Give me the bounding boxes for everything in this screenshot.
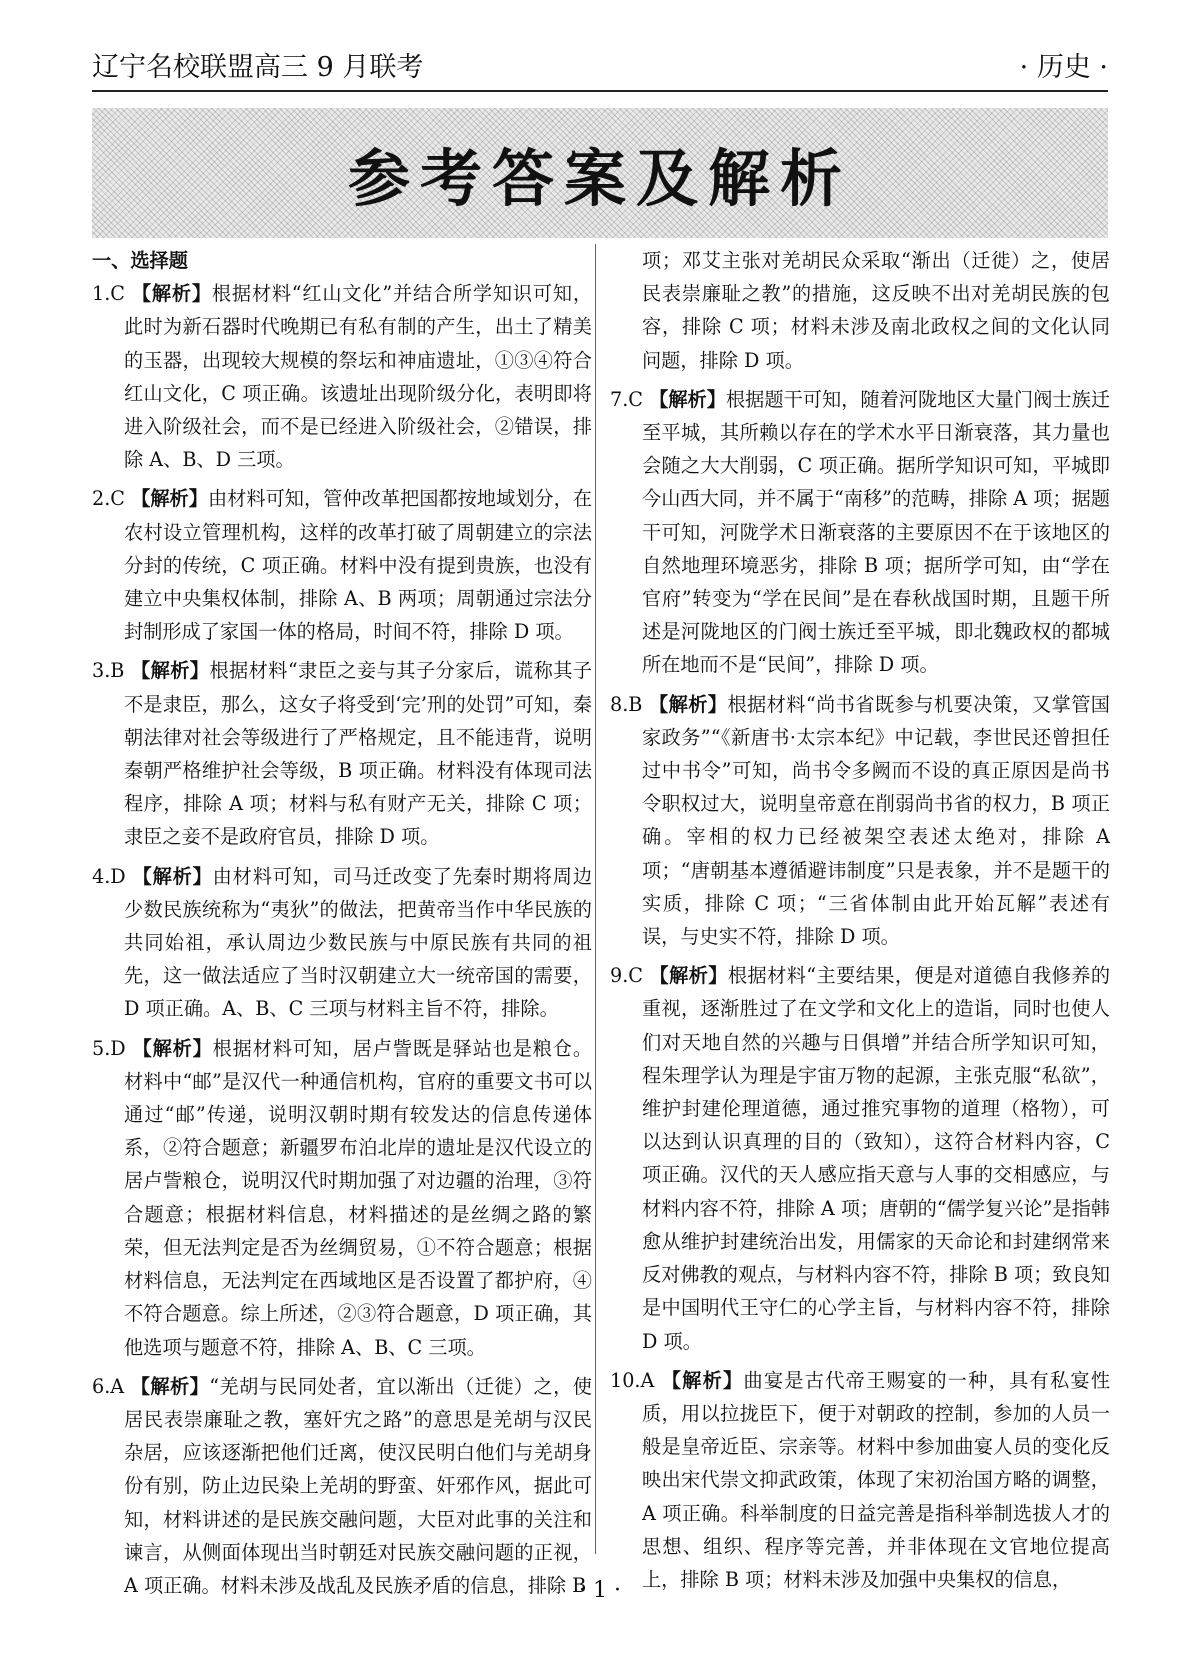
left-column xyxy=(92,244,592,1608)
answer-number: 6.A xyxy=(92,1374,125,1398)
answer-text: 根据材料可知，居卢訾既是驿站也是粮仓。材料中“邮”是汉代一种通信机构，官府的重要文书可以通过“邮”传递，说明汉朝时期有较发达的信息传递体系，②符合题意；新疆罗布泊北岸的遗址是汉代设立的居卢訾粮仓，说明汉代时期加强了对边疆的治理，③符合题意；根据材料信息，材料描述的是丝绸之路的繁荣，但无法判定是否为丝绸贸易，①不符合题意；根据材料信息，无法判定在西域地区是否设置了都护府，④不符合题意。综上所述，②③符合题意，D 项正确，其他选项与题意不符，排除 A、B、C 三项。 xyxy=(124,1036,593,1359)
answer-item-7 xyxy=(610,383,1110,682)
analysis-tag: 【解析】 xyxy=(132,864,213,888)
answer-number: 5.D xyxy=(92,1036,126,1060)
answer-text: “羌胡与民同处者，宜以渐出（迁徙）之，使居民表崇廉耻之教，塞奸宄之路”的意思是羌胡与汉民杂居，应该逐渐把他们迁离，使汉民明白他们与羌胡身份有别，防止边民染上羌胡的野蛮、奸邪作风，据此可知，材料讲述的是民族交融问题，大臣对此事的关注和谏言，从侧面体现出当时朝廷对民族交融问题的正视，A 项正确。材料未涉及战乱及民族矛盾的信息，排除 B xyxy=(124,1374,592,1597)
answer-text: 根据材料“主要结果，便是对道德自我修养的重视，逐渐胜过了在文学和文化上的造诣，同时也使人们对天地自然的兴趣与日俱增”并结合所学知识可知，程朱理学认为理是宇宙万物的起源，主张克服“私欲”，维护封建伦理道德，通过推究事物的道理（格物），可以达到认识真理的目的（致知），这符合材料内容，C 项正确。汉代的天人感应指天意与人事的交相感应，与材料内容不符，排除 A 项；唐朝的“儒学复兴论”是指韩愈从维护封建统治出发，用儒家的天命论和封建纲常来反对佛教的观点，与材料内容不符，排除 B 项；致良知是中国明代王守仁的心学主旨，与材料内容不符，排除 D 项。 xyxy=(642,964,1111,1353)
analysis-tag: 【解析】 xyxy=(649,964,728,988)
answer-number: 10.A xyxy=(610,1368,655,1392)
column-divider xyxy=(595,244,596,1554)
answer-item-6-continued: 项；邓艾主张对羌胡民众采取“渐出（迁徙）之，使居民表崇廉耻之教”的措施，这反映不出对羌胡民族的包容，排除 C 项；材料未涉及南北政权之间的文化认同问题，排除 D 项。 xyxy=(642,249,1110,372)
title-banner xyxy=(92,108,1108,238)
exam-title: 辽宁名校联盟高三 9 月联考 xyxy=(92,52,424,83)
answer-item-2 xyxy=(92,482,592,648)
answer-number: 7.C xyxy=(610,387,643,411)
analysis-tag: 【解析】 xyxy=(648,692,728,716)
answer-item-6 xyxy=(92,1370,592,1602)
answer-number: 1.C xyxy=(92,282,125,306)
answer-text: 根据材料“隶臣之妾与其子分家后，谎称其子不是隶臣，那么，这女子将受到‘完’刑的处罚”可知，秦朝法律对社会等级进行了严格规定，且不能违背，说明秦朝严格维护社会等级，B 项正确。材料没有体现司法程序，排除 A 项；材料与私有财产无关，排除 C 项；隶臣之妾不是政府官员，排除 D 项。 xyxy=(124,659,592,849)
page-number: · 1 · xyxy=(579,1578,621,1603)
answer-text: 由材料可知，管仲改革把国都按地域划分，在农村设立管理机构，这样的改革打破了周朝建立的宗法分封的传统，C 项正确。材料中没有提到贵族，也没有建立中央集权体制，排除 A、B 两项；周朝通过宗法分封制形成了家国一体的格局，时间不符，排除 D 项。 xyxy=(124,487,593,644)
answer-number: 8.B xyxy=(610,692,643,716)
analysis-tag: 【解析】 xyxy=(130,1374,210,1398)
analysis-tag: 【解析】 xyxy=(661,1368,744,1392)
answer-number: 9.C xyxy=(610,964,643,988)
analysis-tag: 【解析】 xyxy=(131,282,212,306)
answer-number: 4.D xyxy=(92,864,126,888)
analysis-tag: 【解析】 xyxy=(132,1036,213,1060)
answer-item-10 xyxy=(610,1364,1110,1596)
analysis-tag: 【解析】 xyxy=(649,387,726,411)
right-column xyxy=(610,244,1110,1602)
analysis-tag: 【解析】 xyxy=(130,659,210,683)
analysis-tag: 【解析】 xyxy=(131,487,208,511)
page-title: 参考答案及解析 xyxy=(347,141,852,215)
answer-item-1 xyxy=(92,277,592,476)
answer-item-5 xyxy=(92,1032,592,1364)
answer-number: 3.B xyxy=(92,659,125,683)
answer-text: 根据材料“尚书省既参与机要决策，又掌管国家政务”“《新唐书·太宗本纪》中记载，李世民还曾担任过中书令”可知，尚书令多阙而不设的真正原因是尚书令职权过大，说明皇帝意在削弱尚书省的权力，B 项正确。宰相的权力已经被架空表述太绝对，排除 A 项；“唐朝基本遵循避讳制度”只是表象，并不是题干的实质，排除 C 项；“三省体制由此开始瓦解”表述有误，与史实不符，排除 D 项。 xyxy=(642,692,1110,949)
answer-text: 曲宴是古代帝王赐宴的一种，具有私宴性质，用以拉拢臣下，便于对朝政的控制，参加的人员一般是皇帝近臣、宗亲等。材料中参加曲宴人员的变化反映出宋代崇文抑武政策，体现了宋初治国方略的调整，A 项正确。科举制度的日益完善是指科举制选拔人才的思想、组织、程序等完善，并非体现在文官地位提高上，排除 B 项；材料未涉及加强中央集权的信息， xyxy=(642,1368,1111,1591)
answer-item-4 xyxy=(92,860,592,1026)
answer-text: 由材料可知，司马迁改变了先秦时期将周边少数民族统称为“夷狄”的做法，把黄帝当作中华民族的共同始祖，承认周边少数民族与中原民族有共同的祖先，这一做法适应了当时汉朝建立大一统帝国的需要，D 项正确。A、B、C 三项与材料主旨不符，排除。 xyxy=(124,864,593,1021)
answer-text: 根据材料“红山文化”并结合所学知识可知，此时为新石器时代晚期已有私有制的产生，出土了精美的玉器，出现较大规模的祭坛和神庙遗址，①③④符合红山文化，C 项正确。该遗址出现阶级分化，表明即将进入阶级社会，而不是已经进入阶级社会，②错误，排除 A、B、D 三项。 xyxy=(124,282,593,472)
page-header xyxy=(92,40,1108,92)
answer-text: 根据题干可知，随着河陇地区大量门阀士族迁至平城，其所赖以存在的学术水平日渐衰落，其力量也会随之大大削弱，C 项正确。据所学知识可知，平城即今山西大同，并不属于“南移”的范畴，排除 A 项；据题干可知，河陇学术日渐衰落的主要原因不在于该地区的自然地理环境恶劣，排除 B 项；据所学可知，由“学在官府”转变为“学在民间”是在春秋战国时期，且题干所述是河陇地区的门阀士族迁至平城，即北魏政权的都城所在地而不是“民间”，排除 D 项。 xyxy=(642,387,1111,677)
subject-label: · 历史 · xyxy=(1019,52,1108,83)
answer-item-3 xyxy=(92,654,592,853)
section-heading: 一、选择题 xyxy=(92,249,188,272)
answer-item-8 xyxy=(610,688,1110,954)
answer-number: 2.C xyxy=(92,487,125,511)
answer-item-9 xyxy=(610,959,1110,1357)
